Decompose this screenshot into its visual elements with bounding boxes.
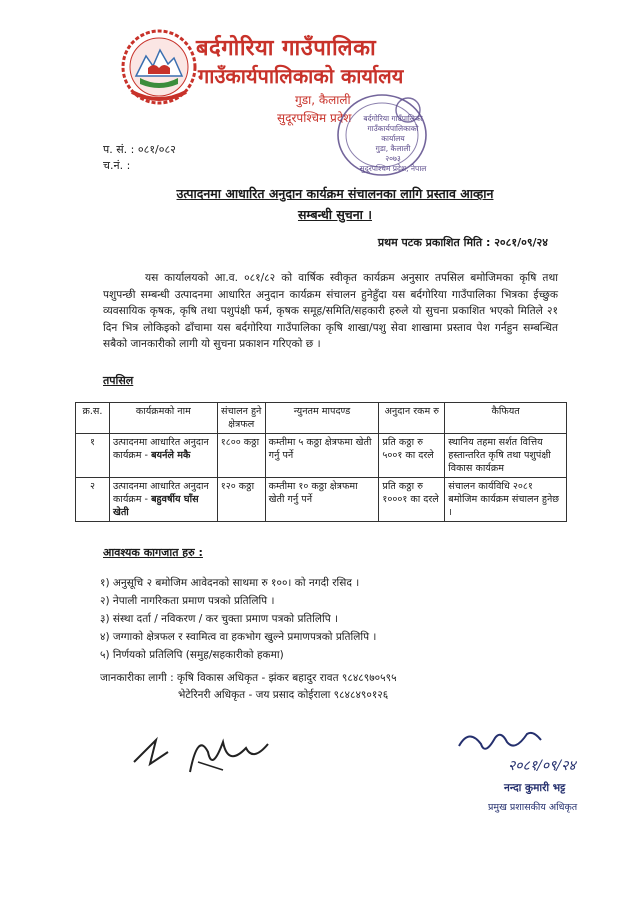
col-header-area: संचालन हुने क्षेत्रफल (217, 403, 265, 434)
table-row (76, 478, 567, 522)
table-header-row (76, 403, 567, 434)
col-header-program: कार्यक्रमको नाम (109, 403, 217, 434)
cell-program (109, 434, 217, 478)
col-header-remarks: कैफियत (445, 403, 567, 434)
cell-sn: २ (76, 478, 110, 522)
col-header-sn: क्र.स. (76, 403, 110, 434)
program-text: उत्पादनमा आधारित अनुदान कार्यक्रम - (112, 437, 209, 461)
cell-criteria: कम्तीमा १० कठ्ठा क्षेत्रफमा खेती गर्नु पर्ने (265, 478, 379, 522)
notice-title-line-2: सम्बन्धी सुचना । (297, 207, 373, 222)
dispatch-number: च.नं. : (103, 159, 131, 172)
cell-grant: प्रति कठ्ठा रु ५००१ का दरले (379, 434, 445, 478)
col-header-grant: अनुदान रकम रु (379, 403, 445, 434)
cell-remarks: संचालन कार्यविधि २०८१ बमोजिम कार्यक्रम संचालन हुनेछ । (445, 478, 567, 522)
seal-text: गाउँकार्यपालिकाको कार्यालय (367, 124, 419, 143)
list-item: १) अनुसूचि २ बमोजिम आवेदनको साथमा रु १००। को नगदी रसिद । (100, 577, 360, 589)
signatory-title: प्रमुख प्रशासकीय अधिकृत (488, 802, 578, 813)
notice-title (115, 183, 555, 225)
seal-text: २०७३ (385, 154, 401, 163)
program-crop: बहुवर्षीय घाँस खेती (112, 494, 199, 518)
office-name: गाउँकार्यपालिकाको कार्यालय (198, 64, 404, 88)
list-item: ५) निर्णयको प्रतिलिपि (समुह/सहकारीको हकमा) (100, 649, 284, 661)
address-line-1: गुडा, कैलाली (295, 93, 351, 107)
documents-heading: आवश्यक कागजात हरु : (103, 546, 203, 559)
cell-area: १२० कठ्ठा (217, 478, 265, 522)
cell-remarks: स्थानिय तहमा सर्शत वित्तिय हस्तान्तरित कृषि तथा पशुपंक्षी विकास कार्यक्रम (445, 434, 567, 478)
publish-date: प्रथम पटक प्रकाशित मिति : २०८१/०९/२४ (377, 236, 548, 249)
table-row (76, 434, 567, 478)
list-item: ४) जग्गाको क्षेत्रफल र स्वामित्व वा हकभोग खुल्ने प्रमाणपत्रको प्रतिलिपि । (100, 631, 377, 643)
list-item: २) नेपाली नागरिकता प्रमाण पत्रको प्रतिलिपि । (100, 595, 275, 607)
seal-text: बर्दगोरिया गाउँपालिका (363, 114, 423, 123)
program-table (75, 402, 567, 522)
documents-list (100, 574, 376, 664)
signatory-name: नन्दा कुमारी भट्ट (504, 782, 566, 794)
program-crop: बयर्नले मकै (151, 450, 191, 461)
address-line-2: सुदूरपश्चिम प्रदेश (277, 111, 352, 125)
official-seal-stamp (312, 90, 430, 182)
col-header-criteria: न्युनतम मापदण्ड (265, 403, 379, 434)
program-text: उत्पादनमा आधारित अनुदान कार्यक्रम - (112, 481, 209, 505)
cell-criteria: कम्तीमा ५ कठ्ठा क्षेत्रफमा खेती गर्नु पर्ने (265, 434, 379, 478)
signature-date: २०८१/०९/२४ (508, 758, 576, 774)
cell-grant: प्रति कठ्ठा रु १०००१ का दरले (379, 478, 445, 522)
cell-sn: १ (76, 434, 110, 478)
nepal-emblem-logo (118, 26, 200, 108)
cell-area: १८०० कठ्ठा (217, 434, 265, 478)
notice-title-line-1: उत्पादनमा आधारित अनुदान कार्यक्रम संचालनका लागि प्रस्ताव आव्हान (176, 186, 494, 201)
contact-line-1: जानकारीका लागी : कृषि विकास अधिकृत - झंकर बहादुर रावत ९८४८९७०५९५ (100, 672, 397, 684)
reference-number: प. सं. : ०८१/०८२ (103, 143, 176, 156)
details-heading: तपसिल (103, 374, 134, 387)
municipality-name: बर्दगोरिया गाउँपालिका (196, 36, 377, 61)
seal-text: सुदूरपश्चिम प्रदेश, नेपाल (359, 164, 427, 173)
contact-line-2: भेटेरिनरी अधिकृत - जय प्रसाद कोईराला ९८४८४९०१२६ (178, 689, 389, 701)
signature-initials (128, 722, 288, 792)
cell-program (109, 478, 217, 522)
list-item: ३) संस्था दर्ता / नविकरण / कर चुक्ता प्रमाण पत्रको प्रतिलिपि । (100, 613, 339, 625)
notice-body: यस कार्यालयको आ.व. ०८१/८२ को वार्षिक स्वीकृत कार्यक्रम अनुसार तपसिल बमोजिमका कृषि तथा पशुपन्छी सम्बन्धी उत्पादनमा आधारित अनुदान कार्यक्रम संचालन हुनेहुँदा यस बर्दगोरिया गाउँपालिका भित्रका ईच्छुक व्यवसायिक कृषक, कृषि तथा पशुपंक्षी फर्म, कृषक समूह/समिति/सहकारी हरुले यो सुचना प्रकाशित भएको मितिले २१ दिन भित्र लोकिइको ढाँचामा यस बर्दगोरिया गाउँपालिका कृषि शाखा/पशु सेवा शाखामा प्रस्ताव पेश गर्नहुन सम्बन्धित सबैको जानकारीको लागी यो सुचना प्रकाशन गरिएको छ । (103, 272, 558, 350)
seal-text: गुडा, कैलाली (375, 144, 411, 153)
